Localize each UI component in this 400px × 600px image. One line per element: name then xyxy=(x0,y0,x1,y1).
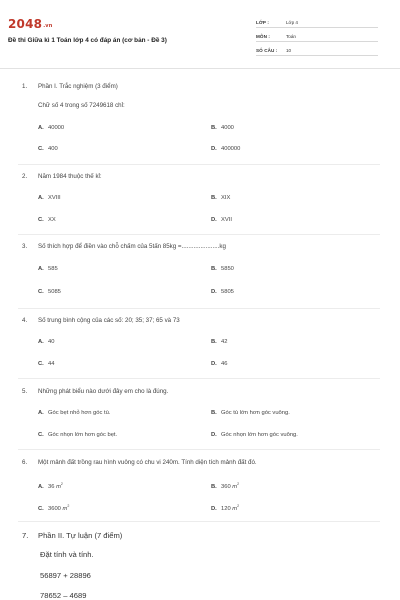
question-text: Năm 1984 thuộc thế kỉ: xyxy=(38,173,102,180)
site-logo[interactable]: 2048.vn xyxy=(8,17,53,31)
page-title: Đề thi Giữa kì 1 Toán lớp 4 có đáp án (cơ bản - Đề 3) xyxy=(8,37,167,44)
question-line: Đặt tính và tính. xyxy=(40,550,94,559)
question-number: 1. xyxy=(22,83,28,90)
option-a[interactable]: A. 40 xyxy=(38,339,55,345)
question-divider xyxy=(18,521,380,522)
meta-label: MÔN : xyxy=(256,34,271,39)
question-divider xyxy=(18,378,380,379)
option-c[interactable]: C. XX xyxy=(38,217,56,223)
option-b[interactable]: B. XIX xyxy=(211,195,231,201)
question-text: Số trung bình cộng của các số: 20; 35; 37; 65 và 73 xyxy=(38,317,180,324)
option-c[interactable]: C. 3600 $m^2$ xyxy=(38,504,70,512)
question-subtext: Chữ số 4 trong số 7249618 chỉ: xyxy=(38,102,125,109)
option-d[interactable]: D. XVII xyxy=(211,217,232,223)
meta-value: Toán xyxy=(286,34,296,39)
question-number: 2. xyxy=(22,173,28,180)
option-d[interactable]: D. 46 xyxy=(211,361,228,367)
option-c[interactable]: C. 5085 xyxy=(38,289,61,295)
option-b[interactable]: B. 5850 xyxy=(211,266,234,272)
question-text: Những phát biểu nào dưới đây em cho là đúng. xyxy=(38,388,169,395)
question-line: 56897 + 28896 xyxy=(40,571,91,580)
option-c[interactable]: C. 400 xyxy=(38,146,58,152)
question-divider xyxy=(18,234,380,235)
option-a[interactable]: A. Góc bẹt nhỏ hơn góc tù. xyxy=(38,410,111,416)
option-d[interactable]: D. Góc nhọn lớn hơn góc vuông. xyxy=(211,432,298,438)
option-c[interactable]: C. Góc nhọn lớn hơn góc bẹt. xyxy=(38,432,118,438)
question-text: Phần II. Tự luận (7 điểm) xyxy=(38,531,123,540)
question-divider xyxy=(18,164,380,165)
page-header xyxy=(0,0,400,68)
option-b[interactable]: B. Góc tù lớn hơn góc vuông. xyxy=(211,410,290,416)
option-d[interactable]: D. 120 $m^2$ xyxy=(211,504,240,512)
option-b[interactable]: B. 42 xyxy=(211,339,228,345)
header-divider xyxy=(0,68,400,69)
question-number: 3. xyxy=(22,243,28,250)
meta-class xyxy=(256,14,378,28)
question-text: Số thích hợp để điền vào chỗ chấm của 5tấn 85kg =......................kg xyxy=(38,243,226,250)
question-number: 5. xyxy=(22,388,28,395)
question-number: 6. xyxy=(22,459,28,466)
option-a[interactable]: A. 36 $m^2$ xyxy=(38,482,63,490)
question-divider xyxy=(18,308,380,309)
option-a[interactable]: A. XVIII xyxy=(38,195,61,201)
meta-value: Lớp 4 xyxy=(286,20,298,25)
question-divider xyxy=(18,449,380,450)
question-line: 78652 – 4689 xyxy=(40,591,87,600)
option-b[interactable]: B. 4000 xyxy=(211,125,234,131)
question-number: 4. xyxy=(22,317,28,324)
meta-label: LỚP : xyxy=(256,20,270,25)
meta-value: 10 xyxy=(286,48,292,53)
option-c[interactable]: C. 44 xyxy=(38,361,55,367)
option-d[interactable]: D. 400000 xyxy=(211,146,241,152)
meta-question-count xyxy=(256,42,378,56)
meta-label: SỐ CÂU : xyxy=(256,48,278,53)
option-a[interactable]: A. 40000 xyxy=(38,125,65,131)
question-text: Phần I. Trắc nghiệm (3 điểm) xyxy=(38,83,118,90)
option-d[interactable]: D. 5805 xyxy=(211,289,234,295)
question-text: Một mảnh đất trồng rau hình vuông có chu vi 240m. Tính diện tích mảnh đất đó. xyxy=(38,459,257,466)
option-a[interactable]: A. 585 xyxy=(38,266,58,272)
option-b[interactable]: B. 360 $m^2$ xyxy=(211,482,240,490)
meta-subject xyxy=(256,28,378,42)
question-number: 7. xyxy=(22,531,29,540)
